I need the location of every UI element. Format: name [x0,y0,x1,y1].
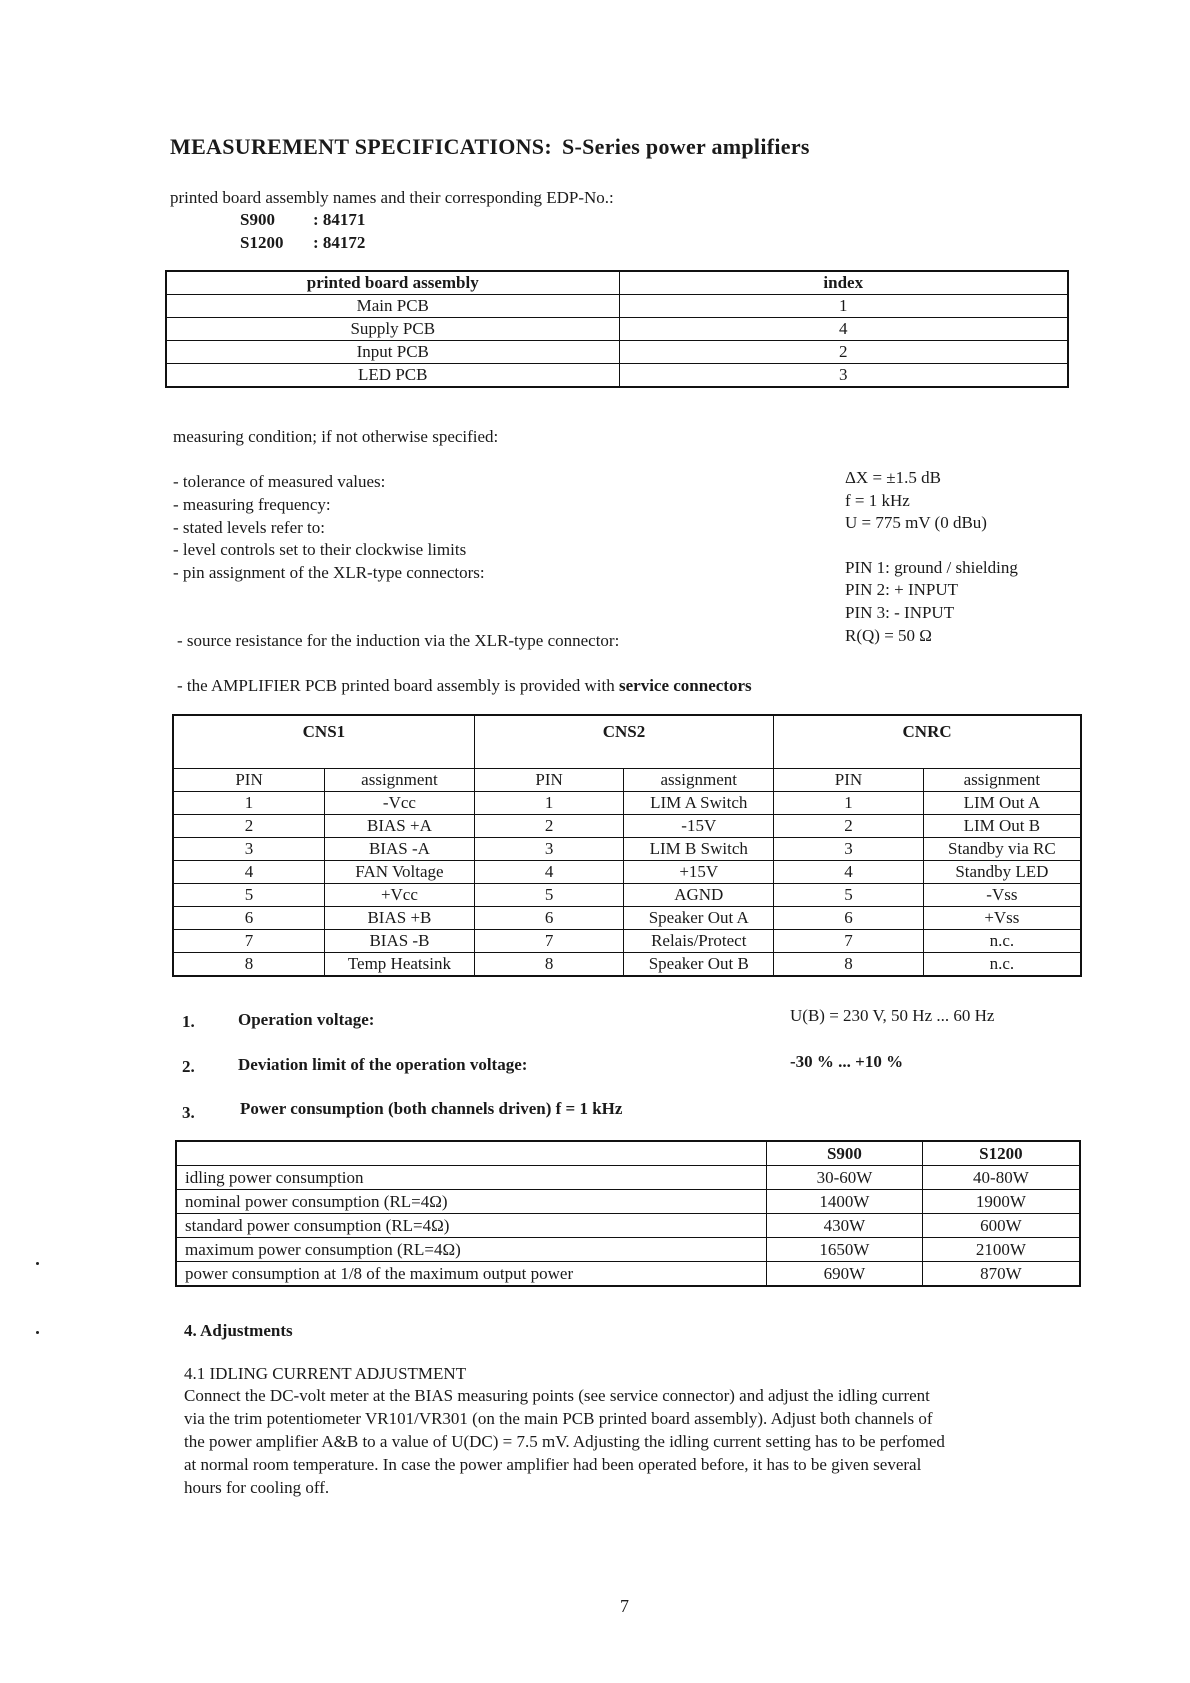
group-header-cnrc: CNRC [774,715,1081,769]
item-2-label: Deviation limit of the operation voltage: [238,1055,528,1074]
service-line-prefix: - the AMPLIFIER PCB printed board assembly is provided with [177,676,615,695]
pin-assignment-label: - pin assignment of the XLR-type connectors: [173,563,485,582]
table-cell: LIM A Switch [624,792,774,815]
table-cell: 3 [774,838,924,861]
table-cell: LED PCB [166,364,619,388]
table-cell: +Vss [923,907,1081,930]
table-cell: 8 [474,953,624,977]
table-row [173,907,1081,930]
table-row [176,1214,1080,1238]
table-cell: 7 [173,930,325,953]
tolerance-label: - tolerance of measured values: [173,472,386,491]
table-cell: Supply PCB [166,318,619,341]
table-row [166,341,1068,364]
table-cell: BIAS -A [325,838,475,861]
table-cell: 1650W [767,1238,923,1262]
table-row [173,861,1081,884]
table-row [176,1190,1080,1214]
column-header: PIN [173,769,325,792]
column-header: PIN [774,769,924,792]
table-row [173,838,1081,861]
table-header-row [166,271,1068,295]
table-cell: 4 [774,861,924,884]
table-cell: n.c. [923,930,1081,953]
service-line-bold: service connectors [618,676,752,695]
column-header: assignment [325,769,475,792]
item-3-label: Power consumption (both channels driven) f = 1 kHz [240,1099,623,1118]
table-cell: idling power consumption [176,1166,767,1190]
source-resistance-label: - source resistance for the induction via the XLR-type connector: [177,631,620,650]
item-1-label: Operation voltage: [238,1010,375,1029]
adjustment-line-2: via the trim potentiometer VR101/VR301 (on the main PCB printed board assembly). Adjust both channels of [184,1409,933,1428]
table-cell: 2 [774,815,924,838]
table-cell: -15V [624,815,774,838]
table-cell: 430W [767,1214,923,1238]
table-cell: 1 [619,295,1068,318]
table-cell: +15V [624,861,774,884]
table-cell: 3 [173,838,325,861]
title-sub: S-Series power amplifiers [561,134,810,159]
table-cell: Main PCB [166,295,619,318]
table-cell: Input PCB [166,341,619,364]
table-cell: 3 [619,364,1068,388]
table-cell: Temp Heatsink [325,953,475,977]
table-cell: 1 [173,792,325,815]
table-row [166,318,1068,341]
table-cell: 8 [173,953,325,977]
pin-value-1: PIN 1: ground / shielding [845,558,1018,577]
adjustment-line-5: hours for cooling off. [184,1478,330,1497]
item-3-number: 3. [182,1103,195,1122]
table-cell: 690W [767,1262,923,1287]
pin-value-2: PIN 2: + INPUT [845,580,959,599]
edp-model-s900: S900 [240,210,275,229]
table-cell: nominal power consumption (RL=4Ω) [176,1190,767,1214]
adjustment-line-3: the power amplifier A&B to a value of U(DC) = 7.5 mV. Adjusting the idling current setting has to be perfomed [184,1432,945,1451]
adjustment-line-1: Connect the DC-volt meter at the BIAS measuring points (see service connector) and adjust the idling current [184,1386,930,1405]
table-cell: power consumption at 1/8 of the maximum output power [176,1262,767,1287]
table-row [176,1262,1080,1287]
table-cell: Standby LED [923,861,1081,884]
column-header [176,1141,767,1166]
table-cell: 4 [173,861,325,884]
table-cell: 1400W [767,1190,923,1214]
frequency-label: - measuring frequency: [173,495,331,514]
column-header: assignment [624,769,774,792]
table-cell: 1 [774,792,924,815]
table-cell: 5 [474,884,624,907]
service-connector-table [172,714,1082,977]
table-cell: standard power consumption (RL=4Ω) [176,1214,767,1238]
column-header: S900 [767,1141,923,1166]
adjustments-heading: 4. Adjustments [184,1321,293,1340]
table-cell: FAN Voltage [325,861,475,884]
pin-value-3: PIN 3: - INPUT [845,603,955,622]
table-cell: 8 [774,953,924,977]
table-cell: n.c. [923,953,1081,977]
table-cell: 3 [474,838,624,861]
item-1-number: 1. [182,1012,195,1031]
scan-speck [36,1262,39,1265]
table-cell: Standby via RC [923,838,1081,861]
column-header: PIN [474,769,624,792]
table-group-row [173,715,1081,769]
table-cell: Relais/Protect [624,930,774,953]
table-cell: BIAS +B [325,907,475,930]
table-row [173,930,1081,953]
levels-label: - stated levels refer to: [173,518,325,537]
service-connectors-line [177,676,752,696]
intro-text: printed board assembly names and their corresponding EDP-No.: [170,188,614,207]
table-cell: 870W [922,1262,1080,1287]
column-header: assignment [923,769,1081,792]
frequency-value: f = 1 kHz [845,491,910,510]
item-2-value: -30 % ... +10 % [790,1052,904,1071]
table-cell: 1 [474,792,624,815]
measuring-condition-heading: measuring condition; if not otherwise specified: [173,427,499,446]
table-cell: 6 [173,907,325,930]
table-cell: 600W [922,1214,1080,1238]
table-row [166,364,1068,388]
table-cell: +Vcc [325,884,475,907]
edp-code-s1200: : 84172 [313,233,366,252]
item-1-value: U(B) = 230 V, 50 Hz ... 60 Hz [790,1006,995,1025]
table-header-row [176,1141,1080,1166]
table-cell: LIM Out A [923,792,1081,815]
scan-speck [36,1331,39,1334]
table-cell: Speaker Out A [624,907,774,930]
table-cell: 2100W [922,1238,1080,1262]
table-cell: LIM Out B [923,815,1081,838]
table-cell: 4 [619,318,1068,341]
table-row [176,1166,1080,1190]
title-main: MEASUREMENT SPECIFICATIONS: [170,134,552,159]
source-resistance-value: R(Q) = 50 Ω [845,626,932,645]
table-row [166,295,1068,318]
column-header: S1200 [922,1141,1080,1166]
power-consumption-table [175,1140,1081,1287]
table-cell: 2 [173,815,325,838]
levels-value: U = 775 mV (0 dBu) [845,513,987,532]
table-cell: 5 [173,884,325,907]
table-cell: 2 [474,815,624,838]
group-header-cns2: CNS2 [474,715,773,769]
table-row [176,1238,1080,1262]
group-header-cns1: CNS1 [173,715,474,769]
table-cell: 6 [774,907,924,930]
column-header: printed board assembly [166,271,619,295]
table-cell: maximum power consumption (RL=4Ω) [176,1238,767,1262]
column-header: index [619,271,1068,295]
table-row [173,884,1081,907]
page-title [170,134,810,160]
edp-code-s900: : 84171 [313,210,366,229]
adjustment-line-4: at normal room temperature. In case the power amplifier had been operated before, it has to be given several [184,1455,922,1474]
item-2-number: 2. [182,1057,195,1076]
page-number: 7 [620,1596,629,1616]
table-cell: AGND [624,884,774,907]
table-cell: 30-60W [767,1166,923,1190]
table-cell: Speaker Out B [624,953,774,977]
pcb-index-table [165,270,1069,388]
table-cell: BIAS -B [325,930,475,953]
table-cell: LIM B Switch [624,838,774,861]
table-row [173,792,1081,815]
table-cell: 7 [774,930,924,953]
table-header-row [173,769,1081,792]
table-cell: 6 [474,907,624,930]
idling-current-subheading: 4.1 IDLING CURRENT ADJUSTMENT [184,1364,467,1383]
table-row [173,953,1081,977]
table-cell: -Vcc [325,792,475,815]
table-cell: 7 [474,930,624,953]
table-cell: 1900W [922,1190,1080,1214]
controls-label: - level controls set to their clockwise limits [173,540,467,559]
table-cell: 4 [474,861,624,884]
table-row [173,815,1081,838]
tolerance-value: ΔX = ±1.5 dB [845,468,941,487]
table-cell: 5 [774,884,924,907]
table-cell: 40-80W [922,1166,1080,1190]
table-cell: BIAS +A [325,815,475,838]
table-cell: 2 [619,341,1068,364]
table-cell: -Vss [923,884,1081,907]
edp-model-s1200: S1200 [240,233,284,252]
